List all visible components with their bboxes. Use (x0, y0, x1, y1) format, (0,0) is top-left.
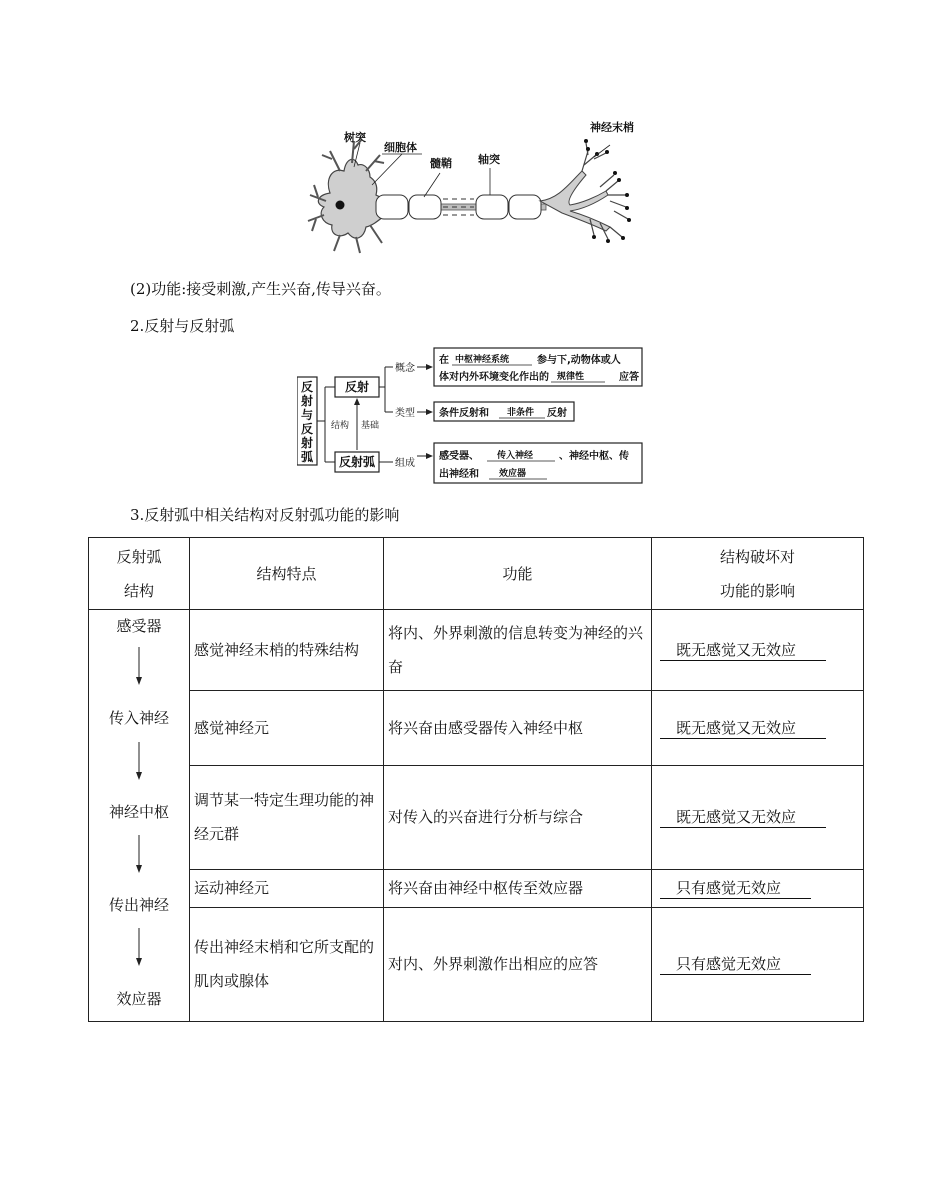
row5-effect (652, 907, 864, 1021)
nucleus (336, 201, 345, 210)
comp-line2-a: 出神经和 (439, 469, 479, 480)
concept-fill2: 规律性 (557, 372, 585, 382)
root-char-1: 反 (300, 380, 314, 394)
function-line: (2)功能:接受刺激,产生兴奋,传导兴奋。 (130, 280, 391, 298)
root-char-3: 与 (300, 408, 314, 422)
section3-title: 3.反射弧中相关结构对反射弧功能的影响 (130, 506, 400, 524)
row4-function: 将兴奋由神经中枢传至效应器 (384, 869, 652, 907)
comp-label: 组成 (395, 458, 415, 469)
root-char-4: 反 (300, 422, 314, 436)
chain-receptor: 感受器 (116, 617, 162, 635)
chain-arrow-1 (135, 647, 143, 685)
row1-effect-answer: 既无感觉又无效应 (660, 640, 826, 661)
reflex-arc-table (88, 537, 863, 1021)
concept-fill1: 中枢神经系统 (455, 355, 510, 365)
neuron-diagram (300, 115, 650, 255)
concept-line1-a: 在 (439, 355, 449, 366)
label-dendrite: 树突 (344, 131, 366, 144)
reflex-concept-map (297, 344, 647, 489)
chain-arrow-3 (135, 835, 143, 873)
comp-fill2: 效应器 (499, 469, 527, 479)
arrow-type (426, 409, 433, 415)
row1-function: 将内、外界刺激的信息转变为神经的兴奋 (384, 610, 652, 691)
header-feature: 结构特点 (190, 538, 384, 610)
arc-box-label: 反射弧 (338, 455, 376, 469)
row3-feature: 调节某一特定生理功能的神经元群 (190, 766, 384, 869)
chain-arrow-2 (135, 742, 143, 780)
concept-line2-a: 体对内外环境变化作出的 (439, 372, 549, 383)
chain-efferent: 传出神经 (108, 896, 169, 914)
arrow-comp (426, 453, 433, 459)
section2-title: 2.反射与反射弧 (130, 317, 235, 335)
chain-effector: 效应器 (116, 990, 162, 1008)
row3-function: 对传入的兴奋进行分析与综合 (384, 766, 652, 869)
header-effect-line2: 功能的影响 (719, 581, 795, 600)
chain-afferent: 传入神经 (108, 709, 169, 727)
root-char-2: 射 (300, 394, 314, 408)
row2-effect (652, 691, 864, 766)
comp-line1-a: 感受器、 (439, 451, 479, 462)
comp-line1-b: 、神经中枢、传 (559, 451, 629, 462)
header-function: 功能 (384, 538, 652, 610)
concept-label: 概念 (395, 363, 415, 374)
type-fill: 非条件 (507, 408, 535, 418)
edge-basis: 基础 (361, 421, 380, 431)
row1-feature: 感觉神经末梢的特殊结构 (190, 610, 384, 691)
row3-effect (652, 766, 864, 869)
reflex-box-label: 反射 (344, 380, 370, 394)
axon-terminal (540, 171, 610, 231)
row5-feature: 传出神经末梢和它所支配的肌肉或腺体 (190, 907, 384, 1021)
header-effect-line1: 结构破坏对 (719, 547, 795, 566)
edge-structure: 结构 (331, 421, 350, 431)
comp-fill1: 传入神经 (497, 451, 534, 461)
header-structure-line1: 反射弧 (116, 547, 162, 566)
basis-arrow-head (354, 398, 360, 405)
chain-center: 神经中枢 (108, 803, 169, 821)
row2-feature: 感觉神经元 (190, 691, 384, 766)
type-a: 条件反射和 (439, 408, 489, 419)
arrow-concept (426, 364, 433, 370)
root-char-5: 射 (300, 436, 314, 450)
concept-line2-b: 应答 (619, 372, 639, 383)
row2-function: 将兴奋由感受器传入神经中枢 (384, 691, 652, 766)
row1-effect (652, 610, 864, 691)
row5-effect-answer: 只有感觉无效应 (660, 954, 811, 975)
row4-effect (652, 869, 864, 907)
chain-arrow-4 (135, 928, 143, 966)
structure-chain-cell (89, 610, 190, 1022)
concept-line1-b: 参与下,动物体或人 (537, 355, 621, 366)
header-structure-line2: 结构 (123, 581, 154, 600)
row4-feature: 运动神经元 (190, 869, 384, 907)
row5-function: 对内、外界刺激作出相应的应答 (384, 907, 652, 1021)
root-char-6: 弧 (300, 450, 314, 464)
header-structure (89, 538, 190, 610)
row3-effect-answer: 既无感觉又无效应 (660, 807, 826, 828)
label-nerve-ending: 神经末梢 (590, 121, 634, 134)
type-label: 类型 (395, 408, 415, 419)
row2-effect-answer: 既无感觉又无效应 (660, 718, 826, 739)
row4-effect-answer: 只有感觉无效应 (660, 878, 811, 899)
label-cell-body: 细胞体 (384, 141, 417, 154)
header-effect (652, 538, 864, 610)
label-axon: 轴突 (478, 153, 500, 166)
type-b: 反射 (547, 408, 567, 419)
label-myelin: 髓鞘 (430, 157, 452, 170)
